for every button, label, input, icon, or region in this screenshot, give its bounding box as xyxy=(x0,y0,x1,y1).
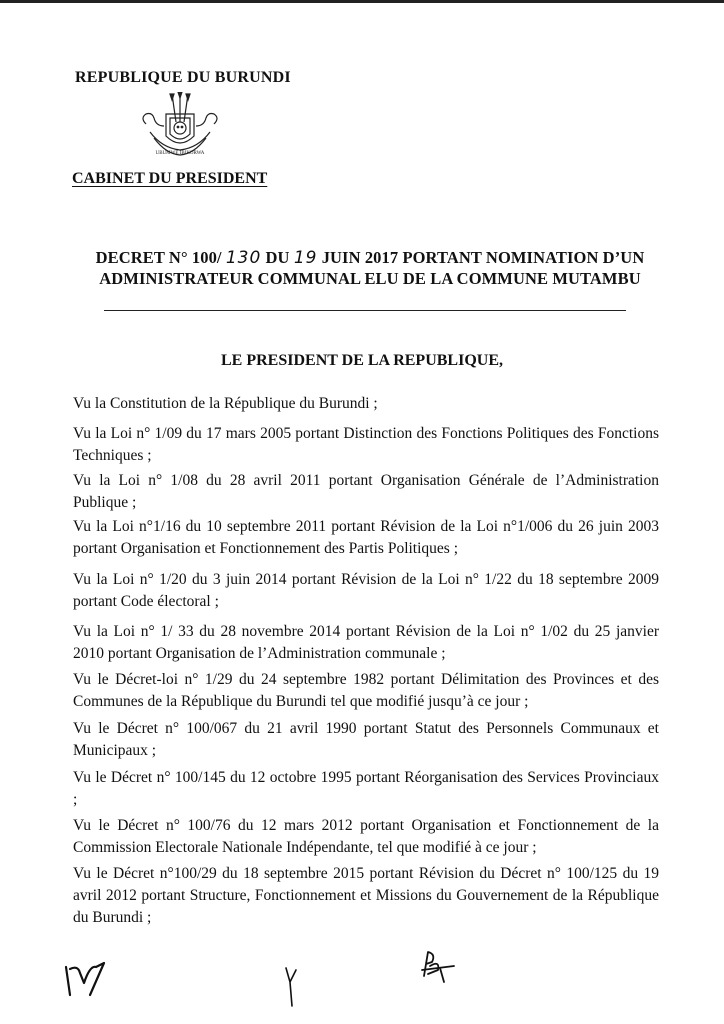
consideration-2: Vu la Loi n° 1/09 du 17 mars 2005 portant Distinction des Fonctions Politiques des Fonctions Techniques ; xyxy=(73,425,659,464)
consideration-9: Vu le Décret n° 100/145 du 12 octobre 1995 portant Réorganisation des Services Provinciaux ; xyxy=(73,769,659,808)
title-divider xyxy=(104,310,626,311)
decree-day-handwritten: 19 xyxy=(293,248,318,268)
consideration-3: Vu la Loi n° 1/08 du 28 avril 2011 portant Organisation Générale de l’Administration Publique ; xyxy=(73,472,659,511)
authority-heading: LE PRESIDENT DE LA REPUBLIQUE, xyxy=(221,352,503,369)
decree-suffix: JUIN 2017 PORTANT NOMINATION D’UN xyxy=(321,248,645,267)
page-top-border xyxy=(0,0,724,3)
consideration-8: Vu le Décret n° 100/067 du 21 avril 1990 portant Statut des Personnels Communaux et Municipaux ; xyxy=(73,720,659,759)
consideration-6: Vu la Loi n° 1/ 33 du 28 novembre 2014 portant Révision de la Loi n° 1/02 du 25 janvier 2010 portant Organisation de l’Administration communale ; xyxy=(73,623,659,662)
consideration-11: Vu le Décret n°100/29 du 18 septembre 2015 portant Révision du Décret n° 100/125 du 19 avril 2012 portant Structure, Fonctionnement et Missions du Gouvernement de la République du Burundi ; xyxy=(73,865,659,926)
decree-prefix: DECRET N° 100/ xyxy=(95,248,222,267)
decree-title-line-2: ADMINISTRATEUR COMMUNAL ELU DE LA COMMUNE MUTAMBU xyxy=(99,269,641,288)
consideration-4: Vu la Loi n°1/16 du 10 septembre 2011 portant Révision de la Loi n°1/006 du 26 juin 2003 portant Organisation et Fonctionnement des Partis Politiques ; xyxy=(73,518,659,557)
office-heading: CABINET DU PRESIDENT xyxy=(72,170,268,187)
consideration-7: Vu le Décret-loi n° 1/29 du 24 septembre 1982 portant Délimitation des Provinces et des Communes de la République du Burundi tel que modifié jusqu’à ce jour ; xyxy=(73,671,659,710)
coat-of-arms-emblem xyxy=(136,92,224,162)
handwritten-initial-left xyxy=(60,955,116,999)
decree-number-handwritten: 130 xyxy=(225,248,262,268)
decree-du: DU xyxy=(265,248,290,267)
consideration-1: Vu la Constitution de la République du Burundi ; xyxy=(73,395,378,412)
handwritten-initial-middle xyxy=(280,962,304,1010)
seal-motto: UBUMWE IBIKORWA xyxy=(155,151,205,156)
consideration-5: Vu la Loi n° 1/20 du 3 juin 2014 portant Révision de la Loi n° 1/22 du 18 septembre 2009 portant Code électoral ; xyxy=(73,571,659,610)
handwritten-initial-right xyxy=(414,946,458,986)
decree-title-line-1 xyxy=(50,248,690,268)
country-heading: REPUBLIQUE DU BURUNDI xyxy=(75,69,291,86)
consideration-10: Vu le Décret n° 100/76 du 12 mars 2012 portant Organisation et Fonctionnement de la Commission Electorale Nationale Indépendante, tel que modifié à ce jour ; xyxy=(73,817,659,856)
